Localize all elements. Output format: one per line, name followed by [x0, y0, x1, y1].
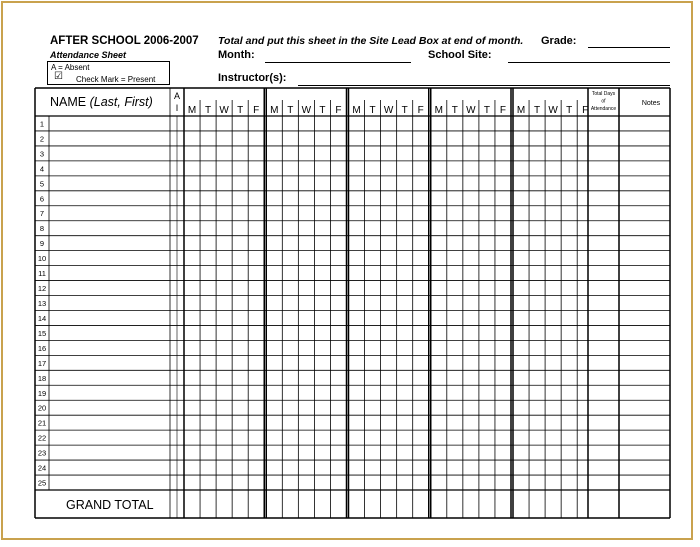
month-label: Month:: [218, 49, 255, 61]
legend-present: Check Mark = Present: [76, 75, 156, 84]
row-number: 14: [37, 313, 47, 323]
name-header: NAME (Last, First): [50, 95, 153, 109]
row-number: 24: [37, 463, 47, 473]
weekday-header: T: [566, 105, 573, 116]
table-grid: [35, 88, 670, 518]
weekday-header: T: [483, 105, 490, 116]
checkbox-icon: ☑: [54, 71, 63, 82]
row-number: 1: [39, 119, 45, 129]
weekday-header: W: [383, 105, 394, 116]
weekday-header: F: [253, 105, 260, 116]
legend-absent: A = Absent: [51, 63, 90, 72]
row-number: 23: [37, 448, 47, 458]
weekday-header: T: [534, 105, 541, 116]
weekday-header: M: [270, 105, 279, 116]
row-number: 6: [39, 194, 45, 204]
weekday-header: F: [417, 105, 424, 116]
total-days-header: Total Days: [591, 91, 616, 97]
grade-label: Grade:: [541, 35, 577, 47]
weekday-header: F: [335, 105, 342, 116]
ai-header-i: I: [175, 103, 179, 113]
weekday-header: T: [369, 105, 376, 116]
row-number: 17: [37, 358, 47, 368]
weekday-header: T: [287, 105, 294, 116]
weekday-header: M: [352, 105, 361, 116]
row-number: 11: [38, 269, 46, 279]
school-site-label: School Site:: [428, 49, 492, 61]
row-number: 2: [39, 134, 45, 144]
row-number: 25: [37, 478, 47, 488]
row-number: 5: [39, 179, 45, 189]
row-number: 22: [37, 433, 47, 443]
sheet-title: AFTER SCHOOL 2006-2007: [50, 35, 199, 47]
weekday-header: T: [237, 105, 244, 116]
row-number: 9: [39, 239, 45, 249]
weekday-header: T: [451, 105, 458, 116]
notes-header: Notes: [641, 100, 661, 107]
row-number: 13: [37, 299, 47, 308]
sheet-subtitle: Attendance Sheet: [50, 50, 127, 60]
ai-header-a: A: [173, 91, 181, 101]
row-number: 16: [37, 343, 47, 353]
weekday-header: F: [499, 105, 507, 116]
instructors-label: Instructor(s):: [218, 72, 287, 84]
row-number: 12: [37, 284, 47, 294]
row-number: 3: [39, 149, 45, 159]
weekday-header: W: [219, 105, 229, 116]
weekday-header: M: [516, 105, 526, 116]
row-number: 18: [37, 373, 47, 383]
row-number: 7: [39, 209, 45, 219]
row-number: 19: [37, 388, 47, 398]
instruction-text: Total and put this sheet in the Site Lead Box at end of month.: [218, 35, 524, 47]
row-number: 21: [37, 418, 47, 428]
row-number: 20: [37, 403, 47, 413]
grand-total-label: GRAND TOTAL: [66, 498, 154, 512]
row-number: 15: [37, 328, 47, 338]
weekday-header: F: [582, 105, 589, 116]
row-number: 4: [39, 164, 45, 174]
total-days-header: Attendance: [590, 106, 617, 112]
weekday-header: T: [319, 105, 326, 116]
weekday-header: M: [434, 105, 443, 116]
total-days-header: of: [601, 98, 606, 105]
weekday-header: W: [548, 105, 558, 116]
row-number: 8: [39, 224, 45, 234]
weekday-header: M: [187, 105, 197, 116]
weekday-header: T: [401, 105, 408, 116]
row-number: 10: [37, 254, 47, 264]
weekday-header: T: [205, 105, 212, 116]
weekday-header: W: [301, 105, 312, 116]
weekday-header: W: [466, 105, 476, 116]
